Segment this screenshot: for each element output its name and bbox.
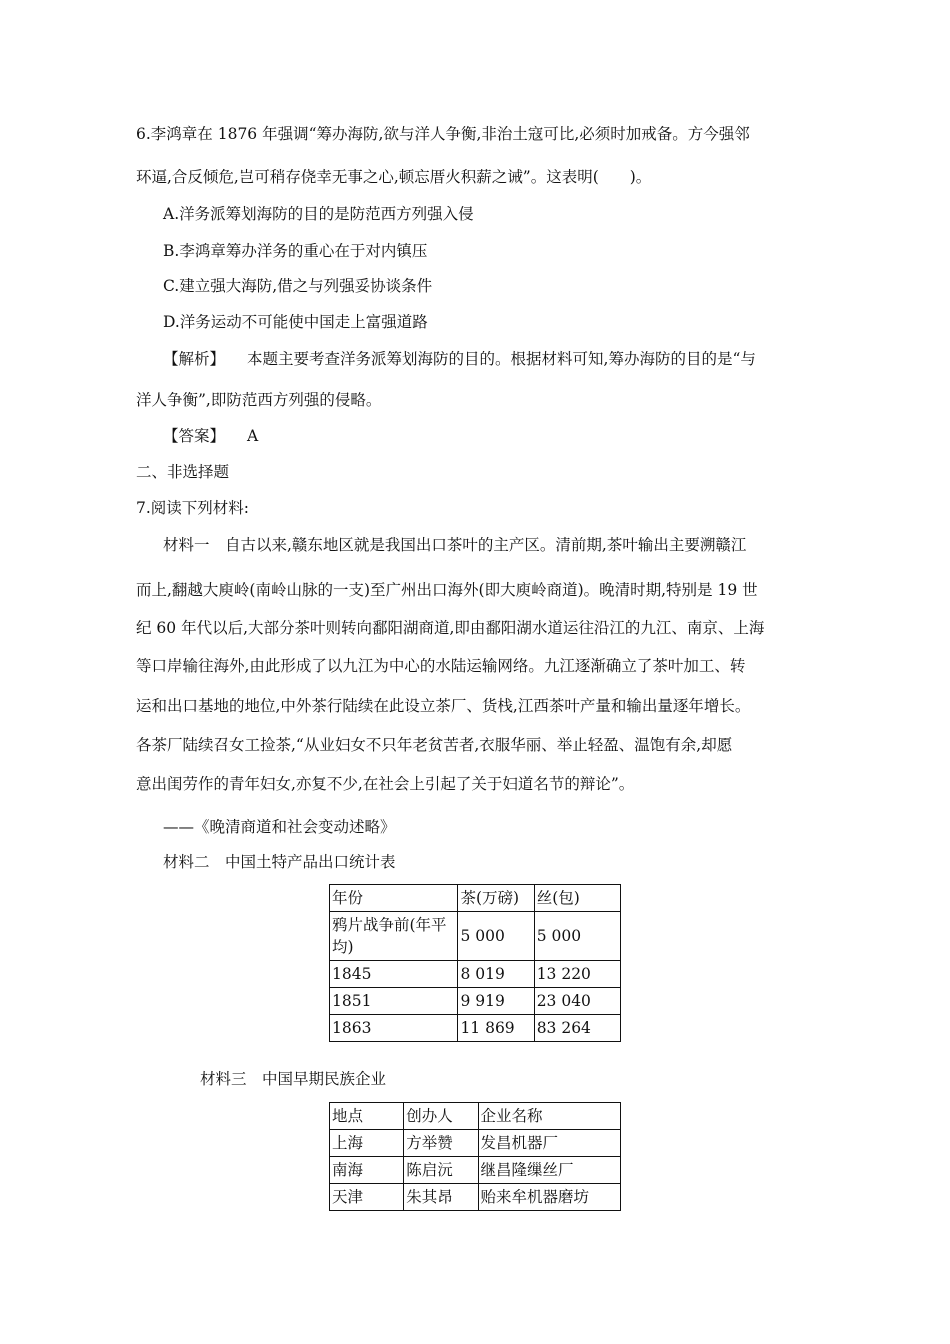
table-cell: 贻来牟机器磨坊: [478, 1184, 620, 1211]
table-cell: 5 000: [534, 912, 620, 961]
table-row: [330, 1130, 621, 1157]
table-cell: 继昌隆缫丝厂: [478, 1157, 620, 1184]
material1-line-6: 各茶厂陆续召女工捡茶,“从业妇女不只年老贫苦者,衣服华丽、举止轻盈、温饱有余,却愿: [136, 736, 733, 754]
table-cell: 1851: [330, 988, 458, 1015]
table-cell: 5 000: [458, 912, 534, 961]
table-row: [330, 988, 621, 1015]
material1-line-3: 纪 60 年代以后,大部分茶叶则转向鄱阳湖商道,即由鄱阳湖水道运往沿江的九江、南京、上海: [136, 619, 765, 637]
table-cell-line: 均): [332, 938, 354, 956]
table-cell: [330, 912, 458, 961]
material1-line-2: 而上,翻越大庾岭(南岭山脉的一支)至广州出口海外(即大庾岭商道)。晚清时期,特别是 19 世: [136, 581, 758, 599]
table-cell: 9 919: [458, 988, 534, 1015]
table-cell: 发昌机器厂: [478, 1130, 620, 1157]
q6-stem-line-1: 6.李鸿章在 1876 年强调“筹办海防,欲与洋人争衡,非治土寇可比,必须时加戒备。方今强邻: [136, 125, 750, 143]
table-row: [330, 1184, 621, 1211]
q6-option-c: C.建立强大海防,借之与列强妥协谈条件: [163, 277, 433, 295]
material1-line-5: 运和出口基地的地位,中外茶行陆续在此设立茶厂、货栈,江西茶叶产量和输出量逐年增长。: [136, 697, 751, 715]
table-header-cell: 年份: [330, 885, 458, 912]
table-cell: 陈启沅: [404, 1157, 478, 1184]
material1-line-7: 意出闺劳作的青年妇女,亦复不少,在社会上引起了关于妇道名节的辩论”。: [136, 775, 635, 793]
material3-title: 材料三 中国早期民族企业: [200, 1070, 387, 1088]
q6-analysis-line-2: 洋人争衡”,即防范西方列强的侵略。: [136, 391, 382, 409]
table-row: [330, 961, 621, 988]
table-header-row: [330, 1103, 621, 1130]
answer-value: A: [247, 427, 259, 445]
table-cell: 南海: [330, 1157, 404, 1184]
table-header-cell: 地点: [330, 1103, 404, 1130]
table-header-cell: 创办人: [404, 1103, 478, 1130]
q6-analysis-line-1: [163, 348, 756, 370]
table-cell: 1845: [330, 961, 458, 988]
analysis-text-1: 本题主要考查洋务派筹划海防的目的。根据材料可知,筹办海防的目的是“与: [247, 350, 756, 368]
material1-line-1: 材料一 自古以来,赣东地区就是我国出口茶叶的主产区。清前期,茶叶输出主要溯赣江: [163, 536, 747, 554]
table-header-cell: 丝(包): [534, 885, 620, 912]
table-cell: 11 869: [458, 1015, 534, 1042]
q6-option-a: A.洋务派筹划海防的目的是防范西方列强入侵: [163, 205, 474, 223]
section-heading: 二、非选择题: [136, 463, 230, 481]
table-row: [330, 912, 621, 961]
table-cell: 8 019: [458, 961, 534, 988]
table-cell: 朱其昂: [404, 1184, 478, 1211]
material2-title: 材料二 中国土特产品出口统计表: [163, 853, 396, 871]
q6-stem-line-2: 环逼,合反倾危,岂可稍存侥幸无事之心,顿忘厝火积薪之诫”。这表明( )。: [136, 168, 652, 186]
table-cell: 上海: [330, 1130, 404, 1157]
q7-stem: 7.阅读下列材料:: [136, 499, 250, 517]
table-row: [330, 1157, 621, 1184]
export-stats-table: [329, 884, 621, 1042]
table-header-row: [330, 885, 621, 912]
table-cell: 天津: [330, 1184, 404, 1211]
table-cell: 23 040: [534, 988, 620, 1015]
enterprise-table: [329, 1102, 621, 1211]
table-cell: 方举赞: [404, 1130, 478, 1157]
table-cell-line: 鸦片战争前(年平: [332, 916, 447, 934]
material1-source: ——《晚清商道和社会变动述略》: [163, 818, 396, 836]
q6-answer-line: [163, 425, 258, 447]
table-header-cell: 企业名称: [478, 1103, 620, 1130]
q6-option-d: D.洋务运动不可能使中国走上富强道路: [163, 313, 428, 331]
answer-tag: 【答案】: [163, 427, 226, 445]
table-row: [330, 1015, 621, 1042]
table-cell: 83 264: [534, 1015, 620, 1042]
material1-line-4: 等口岸输往海外,由此形成了以九江为中心的水陆运输网络。九江逐渐确立了茶叶加工、转: [136, 657, 746, 675]
table-header-cell: 茶(万磅): [458, 885, 534, 912]
table-cell: 1863: [330, 1015, 458, 1042]
analysis-tag: 【解析】: [163, 350, 226, 368]
table-cell: 13 220: [534, 961, 620, 988]
q6-option-b: B.李鸿章筹办洋务的重心在于对内镇压: [163, 242, 428, 260]
